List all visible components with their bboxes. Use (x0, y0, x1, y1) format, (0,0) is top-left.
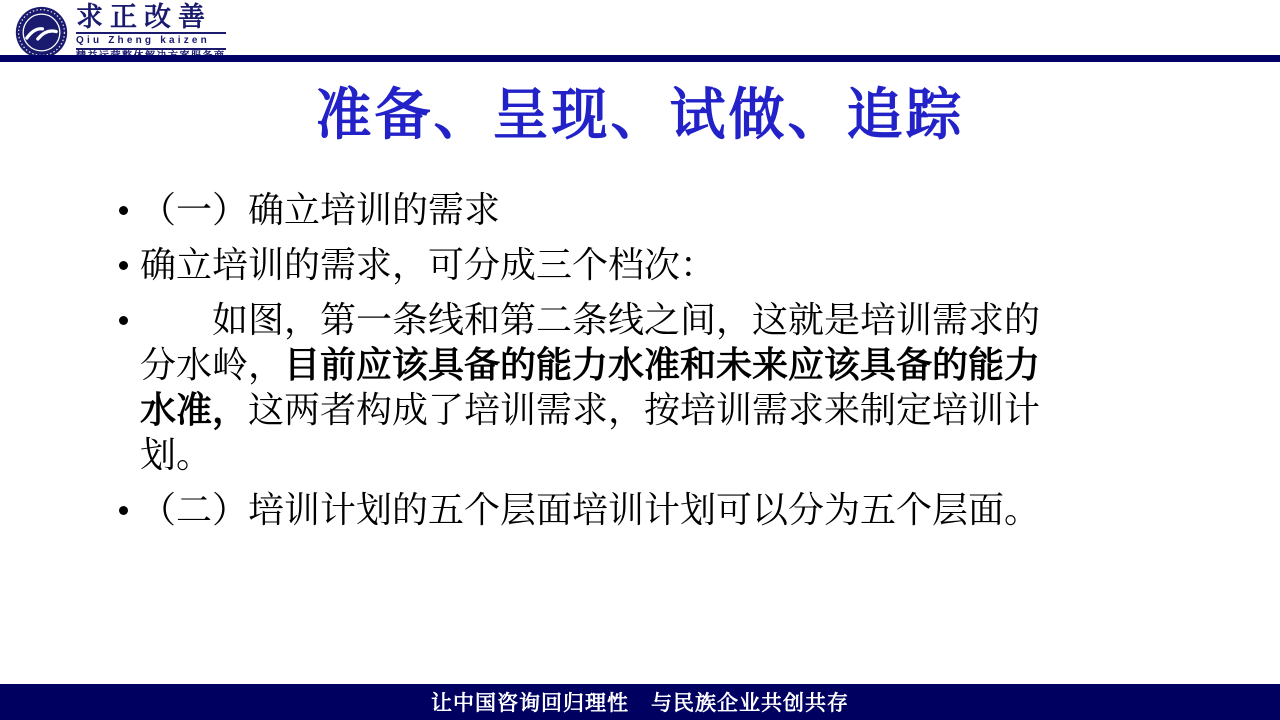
header (0, 0, 1280, 55)
slide-title: 准备、呈现、试做、追踪 (315, 85, 965, 147)
footer-slogan: 让中国咨询回归理性 与民族企业共创共存 (431, 692, 849, 715)
company-emblem-icon (14, 5, 69, 60)
header-divider-bar (0, 55, 1280, 62)
logo-divider (76, 48, 226, 50)
bullet-item-4 (113, 488, 1043, 533)
bullet-text: 如图，第一条线和第二条线之间，这就是培训需求的分水岭， (140, 300, 1041, 385)
bullet-list (113, 188, 1043, 533)
bullet-text: 确立培训的需求，可分成三个档次： (140, 245, 717, 285)
brand-romanized: Qiu Zheng kaizen (76, 35, 210, 46)
logo-divider (76, 32, 226, 34)
bullet-text-bold: 目前应该具备的能力水准和未来应该具备的能力水准， (140, 345, 1041, 430)
bullet-text: 这两者构成了培训需求，按培训需求来制定培训计划。 (140, 390, 1041, 475)
bullet-item-1 (113, 188, 1043, 233)
bullet-text: （一）确立培训的需求 (140, 190, 501, 230)
bullet-text: （二）培训计划的五个层面培训计划可以分为五个层面。 (140, 490, 1041, 530)
bullet-item-2 (113, 243, 1043, 288)
footer-bar (0, 684, 1280, 720)
brand-name: 求正改善 (76, 2, 212, 32)
bullet-item-3 (113, 298, 1043, 478)
company-logo (14, 2, 226, 63)
logo-text-block (76, 2, 226, 63)
slide-body (0, 62, 1280, 543)
